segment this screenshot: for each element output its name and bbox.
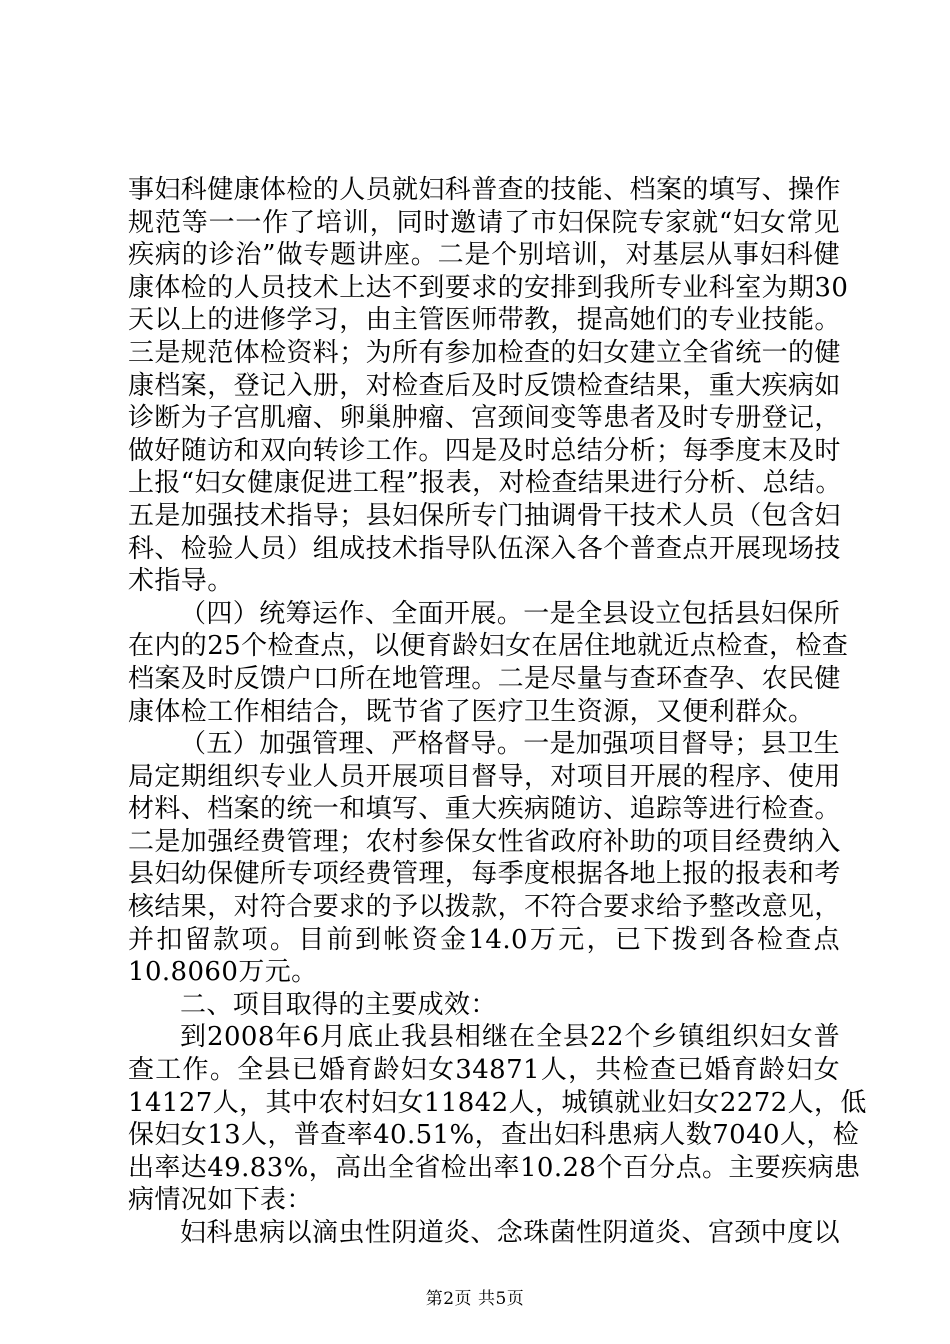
text-line: 核结果，对符合要求的予以拨款，不符合要求给予整改意见， <box>128 892 841 923</box>
text-line: 局定期组织专业人员开展项目督导，对项目开展的程序、使用 <box>128 761 841 792</box>
text-line: 康体检工作相结合，既节省了医疗卫生资源，又便利群众。 <box>128 696 815 727</box>
text-line: 术指导。 <box>128 566 234 597</box>
text-line: 在内的25个检查点，以便育龄妇女在居住地就近点检查，检查 <box>128 631 849 662</box>
text-line: 材料、档案的统一和填写、重大疾病随访、追踪等进行检查。 <box>128 794 841 825</box>
text-line: 档案及时反馈户口所在地管理。二是尽量与查环查孕、农民健 <box>128 663 841 694</box>
text-line: 14127人，其中农村妇女11842人，城镇就业妇女2272人，低 <box>128 1087 867 1118</box>
text-line: 诊断为子宫肌瘤、卵巢肿瘤、宫颈间变等患者及时专册登记， <box>128 403 841 434</box>
text-line: 查工作。全县已婚育龄妇女34871人，共检查已婚育龄妇女 <box>128 1055 840 1086</box>
document-body <box>128 174 867 1250</box>
text-line: 三是规范体检资料；为所有参加检查的妇女建立全省统一的健 <box>128 337 841 368</box>
text-line: 天以上的进修学习，由主管医师带教，提高她们的专业技能。 <box>128 305 841 336</box>
text-line: 10.8060万元。 <box>128 957 318 988</box>
text-line: 五是加强技术指导；县妇保所专门抽调骨干技术人员（包含妇 <box>128 500 841 531</box>
text-line: 出率达49.83%，高出全省检出率10.28个百分点。主要疾病患 <box>128 1152 861 1183</box>
paragraph-first-line: （五）加强管理、严格督导。一是加强项目督导；县卫生 <box>180 729 841 760</box>
text-line: 疾病的诊治”做专题讲座。二是个别培训，对基层从事妇科健 <box>128 240 840 271</box>
section-heading: 二、项目取得的主要成效： <box>180 989 497 1020</box>
text-line: 上报“妇女健康促进工程”报表，对检查结果进行分析、总结。 <box>128 468 842 499</box>
text-line: 康档案，登记入册，对检查后及时反馈检查结果，重大疾病如 <box>128 370 841 401</box>
text-line: 病情况如下表： <box>128 1185 313 1216</box>
text-line: 康体检的人员技术上达不到要求的安排到我所专业科室为期30 <box>128 272 849 303</box>
text-line: 保妇女13人，普查率40.51%，查出妇科患病人数7040人，检 <box>128 1120 860 1151</box>
paragraph-first-line: 到2008年6月底止我县相继在全县22个乡镇组织妇女普 <box>180 1022 840 1053</box>
text-line: 规范等一一作了培训，同时邀请了市妇保院专家就“妇女常见 <box>128 207 840 238</box>
text-line: 做好随访和双向转诊工作。四是及时总结分析；每季度末及时 <box>128 435 841 466</box>
paragraph-first-line: 妇科患病以滴虫性阴道炎、念珠菌性阴道炎、宫颈中度以 <box>180 1218 841 1248</box>
paragraph-first-line: （四）统筹运作、全面开展。一是全县设立包括县妇保所 <box>180 598 841 629</box>
page-number-footer: 第2页 共5页 <box>425 1289 525 1309</box>
text-line: 事妇科健康体检的人员就妇科普查的技能、档案的填写、操作 <box>128 175 841 205</box>
text-line: 科、检验人员）组成技术指导队伍深入各个普查点开展现场技 <box>128 533 841 564</box>
text-line: 并扣留款项。目前到帐资金14.0万元，已下拨到各检查点 <box>128 924 840 955</box>
text-line: 县妇幼保健所专项经费管理，每季度根据各地上报的报表和考 <box>128 859 841 890</box>
text-line: 二是加强经费管理；农村参保女性省政府补助的项目经费纳入 <box>128 826 841 857</box>
